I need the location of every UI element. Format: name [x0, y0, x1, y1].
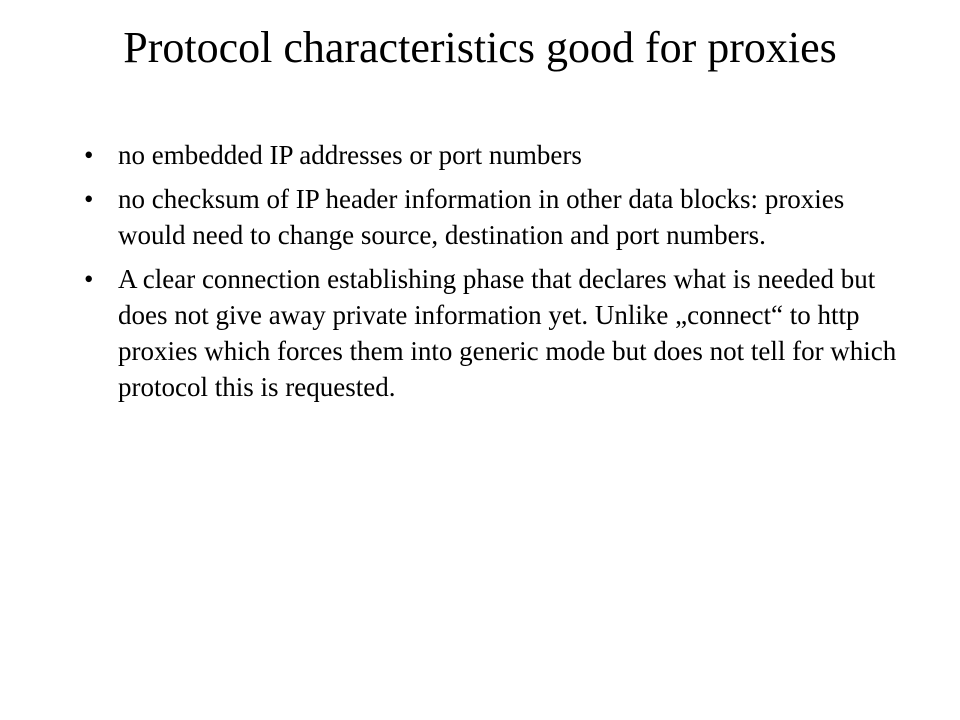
bullet-dot-icon: •: [84, 264, 94, 294]
bullet-text: no checksum of IP header information in other data blocks: proxies would need to change source, destination and port numbers.: [118, 184, 845, 250]
bullet-text: no embedded IP addresses or port numbers: [118, 140, 582, 170]
bullet-item: [84, 261, 904, 405]
slide-title: Protocol characteristics good for proxies: [123, 23, 837, 72]
bullet-dot-icon: •: [84, 140, 94, 170]
bullet-item: [84, 181, 904, 253]
bullet-text: A clear connection establishing phase that declares what is needed but does not give away private information yet. Unlike „connect“ to http proxies which forces them into generic mode but does not tell for which protocol this is requested.: [118, 264, 897, 402]
bullet-item: [84, 137, 904, 173]
bullet-dot-icon: •: [84, 184, 94, 214]
bullet-list: [84, 137, 904, 413]
